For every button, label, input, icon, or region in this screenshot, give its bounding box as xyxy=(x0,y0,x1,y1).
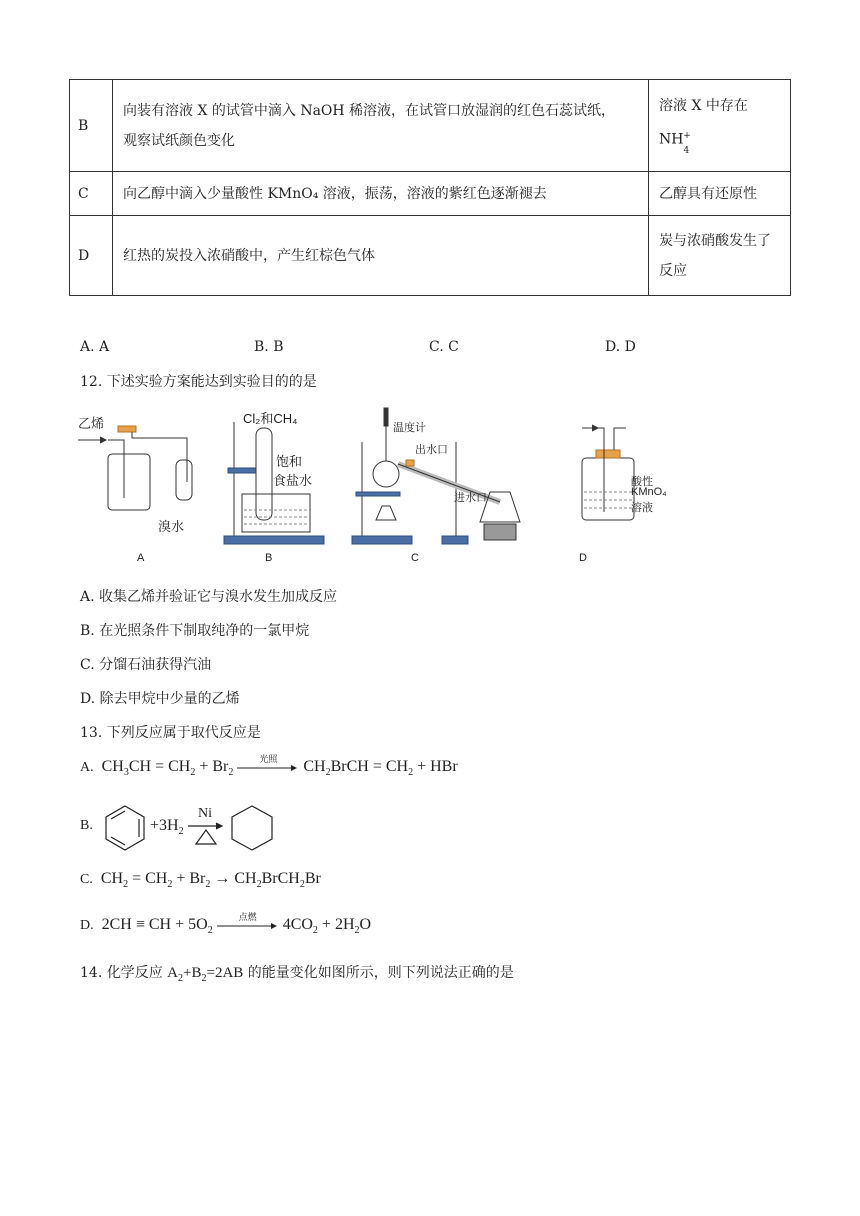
label-thermometer: 温度计 xyxy=(393,422,426,434)
choice-b[interactable]: B. B xyxy=(254,339,284,355)
label-ethylene: 乙烯 xyxy=(78,416,105,431)
row-content: 红热的炭投入浓硝酸中，产生红棕色气体 xyxy=(113,216,649,296)
label-inlet: 进水口 xyxy=(454,492,487,504)
label-bromine-water: 溴水 xyxy=(158,519,185,534)
q13-option-c[interactable]: C. $CH_2 = CH_2 + Br_2$ → $CH_2BrCH_2Br$ xyxy=(80,870,321,891)
q12-option-d[interactable]: D. 除去甲烷中少量的乙烯 xyxy=(80,691,240,707)
row-content: 向乙醇中滴入少量酸性 KMnO₄ 溶液，振荡，溶液的紫红色逐渐褪去 xyxy=(113,172,649,216)
figure-c-apparatus xyxy=(350,402,530,547)
choice-c[interactable]: C. C xyxy=(429,339,459,355)
q13-option-d[interactable]: D. 2CH ≡ CH + $5O_2$ 点燃 $4CO_2 + 2H_2O$ xyxy=(80,912,372,937)
row-conclusion: 乙醇具有还原性 xyxy=(649,172,791,216)
q12-option-a[interactable]: A. 收集乙烯并验证它与溴水发生加成反应 xyxy=(80,589,338,605)
figure-label-a: A xyxy=(137,552,145,564)
row-conclusion: 溶液 X 中存在 $NH_4^+$ xyxy=(649,80,791,172)
option-table xyxy=(69,79,791,296)
label-salt-water: 食盐水 xyxy=(273,473,313,488)
label-cl2-ch4: Cl₂和CH₄ xyxy=(243,411,298,426)
row-label: C xyxy=(70,172,113,216)
row-content: 向装有溶液 X 的试管中滴入 NaOH 稀溶液，在试管口放湿润的红色石蕊试纸， 观察试纸颜色变化 xyxy=(113,80,649,172)
figure-label-c: C xyxy=(411,552,419,564)
figure-label-b: B xyxy=(265,552,273,564)
question-14-stem: 14. 化学反应 $A_2+B_2=2AB$ 的能量变化如图所示，则下列说法正确的是 xyxy=(80,965,514,984)
label-kmno4: KMnO₄ xyxy=(631,486,667,498)
row-label: B xyxy=(70,80,113,172)
row-conclusion: 炭与浓硝酸发生了 反应 xyxy=(649,216,791,296)
label-outlet: 出水口 xyxy=(415,444,448,456)
question-12-stem: 12. 下述实验方案能达到实验目的的是 xyxy=(80,374,317,390)
choice-a[interactable]: A. A xyxy=(80,339,110,355)
arrow-condition: 点燃 xyxy=(238,912,257,923)
q12-option-c[interactable]: C. 分馏石油获得汽油 xyxy=(80,657,212,673)
question-13-stem: 13. 下列反应属于取代反应是 xyxy=(80,725,261,741)
label-acidic: 酸性 xyxy=(631,476,653,488)
row-label: D xyxy=(70,216,113,296)
figure-label-d: D xyxy=(579,552,587,564)
q13-option-a[interactable]: A. $CH_3CH = CH_2 + Br_2$ 光照 $CH_2BrCH = CH_2$ + HBr xyxy=(80,754,458,779)
q12-option-b[interactable]: B. 在光照条件下制取纯净的一氯甲烷 xyxy=(80,623,310,639)
arrow-condition: 光照 xyxy=(259,754,278,765)
choice-d[interactable]: D. D xyxy=(605,339,636,355)
label-solution: 溶液 xyxy=(631,502,653,514)
label-saturated: 饱和 xyxy=(276,454,303,469)
